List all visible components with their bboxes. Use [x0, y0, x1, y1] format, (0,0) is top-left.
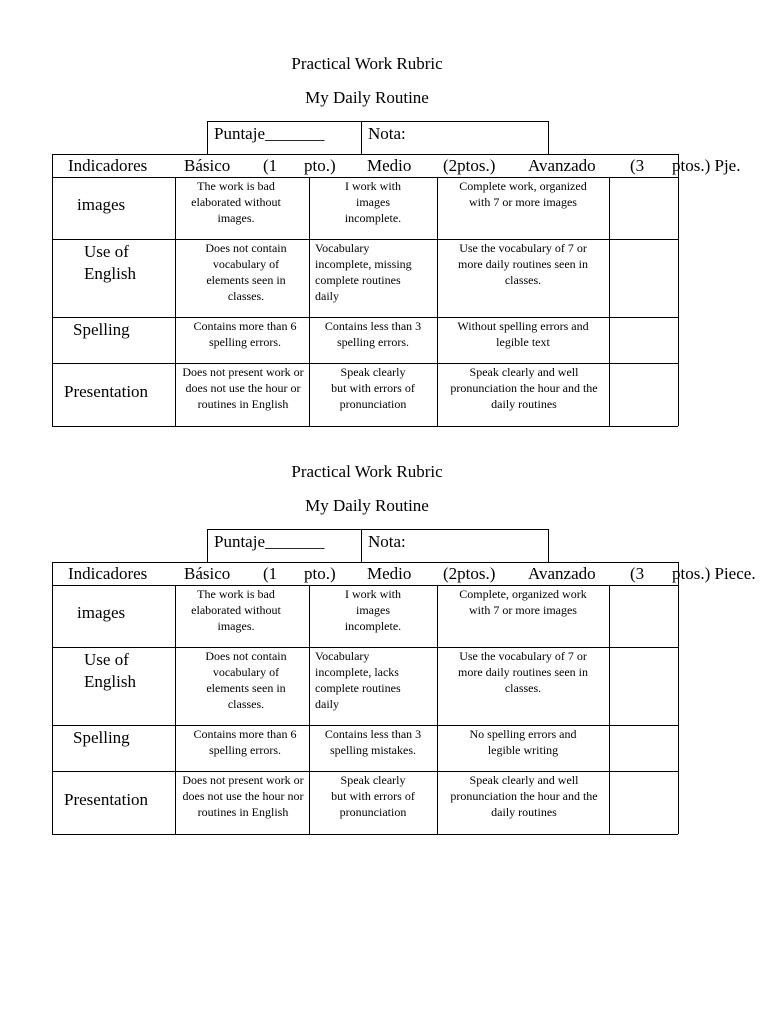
cell-basic: Does not present work or does not use the hour or routines in English — [182, 365, 304, 411]
table-border-right — [678, 562, 679, 834]
table-column-divider — [175, 585, 176, 834]
row-label-spelling: Spelling — [73, 320, 130, 339]
score-box-divider — [361, 122, 362, 154]
header-basic-points: (1 — [263, 564, 278, 583]
cell-medium: Speak clearly but with errors of pronunciation — [331, 773, 415, 819]
puntaje-field: Puntaje_______ — [214, 532, 325, 551]
rubric-title: Practical Work Rubric — [291, 54, 443, 73]
score-box — [207, 121, 549, 155]
header-indicators: Indicadores — [68, 564, 148, 583]
rubric-subtitle: My Daily Routine — [305, 88, 429, 107]
header-medium: Medio — [367, 564, 412, 583]
table-border-bottom — [52, 426, 678, 427]
table-column-divider — [175, 177, 176, 426]
cell-advanced: Speak clearly and well pronunciation the hour and the daily routines — [450, 773, 598, 819]
row-label-images: images — [77, 195, 126, 214]
cell-advanced: Complete, organized work with 7 or more images — [459, 587, 587, 617]
score-box — [207, 529, 549, 563]
header-basic-points-unit: pto.) — [304, 564, 336, 583]
cell-advanced: Speak clearly and well pronunciation the hour and the daily routines — [450, 365, 598, 411]
cell-basic: Does not contain vocabulary of elements seen in classes. — [205, 649, 287, 711]
table-column-divider — [437, 585, 438, 834]
cell-medium: I work with images incomplete. — [344, 587, 402, 633]
table-column-divider — [609, 585, 610, 834]
cell-basic: The work is bad elaborated without images. — [191, 179, 281, 225]
score-box-divider — [361, 530, 362, 562]
cell-basic: The work is bad elaborated without images. — [191, 587, 281, 633]
cell-advanced: Without spelling errors and legible text — [457, 319, 589, 349]
nota-field: Nota: — [368, 124, 406, 143]
rubric-subtitle: My Daily Routine — [305, 496, 429, 515]
header-basic: Básico — [184, 156, 231, 175]
cell-basic: Contains more than 6 spelling errors. — [193, 727, 297, 757]
table-border-top — [52, 562, 678, 563]
header-advanced-points: (3 — [630, 564, 645, 583]
row-label-spelling: Spelling — [73, 728, 130, 747]
header-advanced: Avanzado — [528, 156, 596, 175]
nota-field: Nota: — [368, 532, 406, 551]
header-advanced-points-unit: ptos.) Piece. — [672, 564, 756, 583]
header-medium-points: (2ptos.) — [443, 156, 496, 175]
table-column-divider — [437, 177, 438, 426]
table-border-right — [678, 154, 679, 426]
table-border-bottom — [52, 834, 678, 835]
row-label-use-of-english: Use of English — [84, 650, 136, 691]
cell-medium: Contains less than 3 spelling errors. — [324, 319, 422, 349]
cell-medium: Contains less than 3 spelling mistakes. — [324, 727, 422, 757]
cell-advanced: Use the vocabulary of 7 or more daily routines seen in classes. — [458, 241, 588, 287]
row-label-presentation: Presentation — [64, 382, 149, 401]
header-basic-points: (1 — [263, 156, 278, 175]
cell-advanced: No spelling errors and legible writing — [469, 727, 577, 757]
header-advanced: Avanzado — [528, 564, 596, 583]
header-medium: Medio — [367, 156, 412, 175]
cell-basic: Does not contain vocabulary of elements seen in classes. — [205, 241, 287, 303]
table-border-left — [52, 562, 53, 834]
header-medium-points: (2ptos.) — [443, 564, 496, 583]
header-indicators: Indicadores — [68, 156, 148, 175]
cell-medium: I work with images incomplete. — [344, 179, 402, 225]
header-basic: Básico — [184, 564, 231, 583]
header-advanced-points-unit: ptos.) Pje. — [672, 156, 741, 175]
table-border-left — [52, 154, 53, 426]
cell-basic: Does not present work or does not use the hour nor routines in English — [182, 773, 304, 819]
row-label-use-of-english: Use of English — [84, 242, 136, 283]
row-label-presentation: Presentation — [64, 790, 149, 809]
cell-advanced: Use the vocabulary of 7 or more daily routines seen in classes. — [458, 649, 588, 695]
table-border-top — [52, 154, 678, 155]
rubric-title: Practical Work Rubric — [291, 462, 443, 481]
table-column-divider — [609, 177, 610, 426]
cell-basic: Contains more than 6 spelling errors. — [193, 319, 297, 349]
cell-advanced: Complete work, organized with 7 or more images — [459, 179, 587, 209]
cell-medium: Vocabulary incomplete, lacks complete routines daily — [315, 649, 401, 711]
header-advanced-points: (3 — [630, 156, 645, 175]
header-basic-points-unit: pto.) — [304, 156, 336, 175]
cell-medium: Vocabulary incomplete, missing complete routines daily — [315, 241, 412, 303]
cell-medium: Speak clearly but with errors of pronunciation — [331, 365, 415, 411]
puntaje-field: Puntaje_______ — [214, 124, 325, 143]
row-label-images: images — [77, 603, 126, 622]
